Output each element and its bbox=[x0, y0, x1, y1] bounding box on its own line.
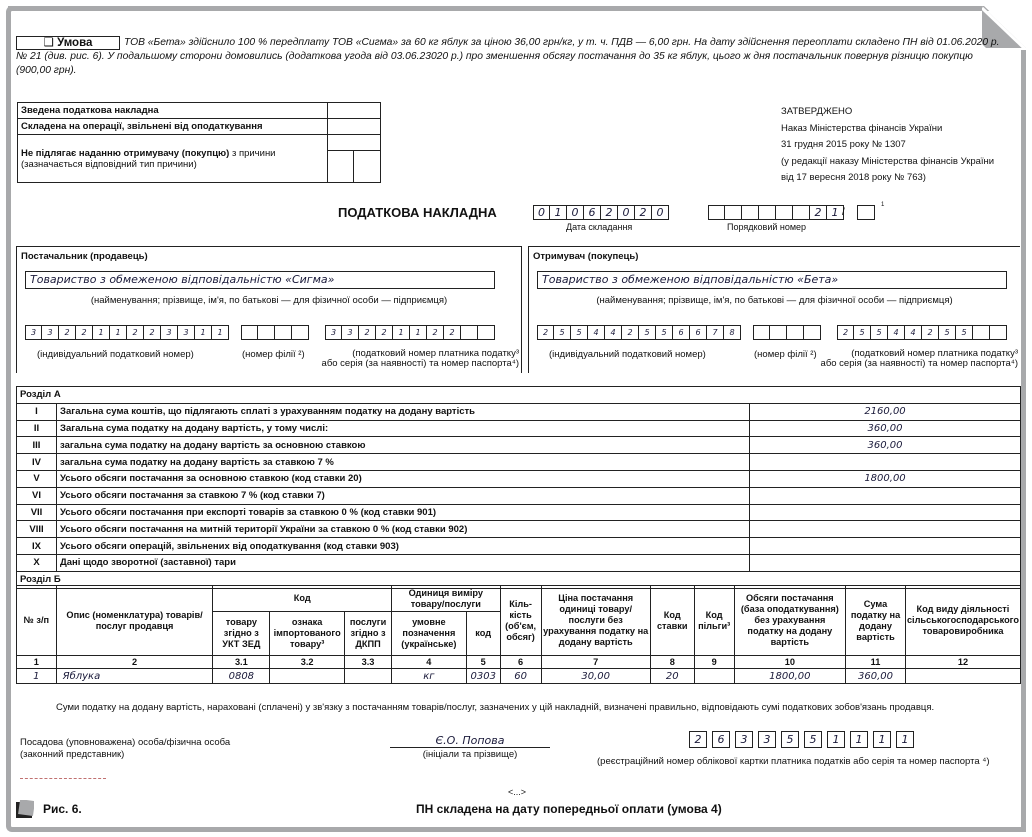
col-header-unit-code: код bbox=[466, 612, 500, 656]
not-provided-label-bold: Не підлягає наданню отримувачу (покупцю) bbox=[21, 147, 230, 159]
ipn-digit: 6 bbox=[673, 325, 690, 340]
branch-digit bbox=[275, 325, 292, 340]
col-number: 3.2 bbox=[270, 656, 345, 669]
reg-digit: 1 bbox=[827, 731, 845, 748]
ipn-digit: 1 bbox=[110, 325, 127, 340]
col-number: 7 bbox=[541, 656, 650, 669]
ipn-digit: 1 bbox=[93, 325, 110, 340]
cell-agri[interactable] bbox=[905, 669, 1020, 684]
buyer-branch-field[interactable] bbox=[753, 325, 821, 340]
payer-digit bbox=[973, 325, 990, 340]
section-b-table bbox=[16, 585, 1021, 684]
number-separator: / bbox=[842, 207, 845, 218]
date-digit: 6 bbox=[584, 205, 601, 220]
number-digit bbox=[793, 205, 810, 220]
ipn-digit: 6 bbox=[690, 325, 707, 340]
payer-digit: 1 bbox=[393, 325, 410, 340]
reg-digit: 5 bbox=[804, 731, 822, 748]
row-label: Усього обсяги постачання за основною ставкою (код ставки 20) bbox=[57, 470, 750, 487]
reg-digit: 2 bbox=[689, 731, 707, 748]
col-number: 12 bbox=[905, 656, 1020, 669]
payer-digit: 3 bbox=[325, 325, 342, 340]
seller-ipn-caption: (індивідуальний податковий номер) bbox=[37, 349, 194, 360]
payer-digit: 3 bbox=[342, 325, 359, 340]
ipn-digit: 1 bbox=[195, 325, 212, 340]
cell-vat[interactable]: 360,00 bbox=[846, 669, 906, 684]
payer-digit: 5 bbox=[956, 325, 973, 340]
number-digit bbox=[776, 205, 793, 220]
buyer-name-field[interactable]: Товариство з обмеженою відповідальністю «Бета» bbox=[537, 271, 1007, 289]
document-title: ПОДАТКОВА НАКЛАДНА bbox=[338, 205, 497, 220]
payer-digit: 1 bbox=[410, 325, 427, 340]
figure-icon bbox=[16, 800, 34, 818]
cell-benefit[interactable] bbox=[694, 669, 734, 684]
date-digit: 2 bbox=[601, 205, 618, 220]
date-digit: 0 bbox=[618, 205, 635, 220]
row-value[interactable] bbox=[750, 504, 1021, 521]
footnote-marker: 1 bbox=[881, 202, 885, 208]
reg-digit: 3 bbox=[735, 731, 753, 748]
reason-type-cell-1[interactable] bbox=[328, 151, 354, 183]
cell-dkpp[interactable] bbox=[345, 669, 392, 684]
reg-digit: 3 bbox=[758, 731, 776, 748]
number-extension-field[interactable] bbox=[857, 205, 875, 220]
reg-digit: 1 bbox=[850, 731, 868, 748]
not-provided-checkbox[interactable] bbox=[328, 135, 381, 151]
date-digit: 0 bbox=[567, 205, 584, 220]
cell-rate[interactable]: 20 bbox=[650, 669, 694, 684]
table-row bbox=[17, 403, 1021, 420]
col-header-qty: Кіль-кість (об'єм, обсяг) bbox=[500, 586, 541, 656]
seller-branch-field[interactable] bbox=[241, 325, 309, 340]
number-digit bbox=[759, 205, 776, 220]
section-a-title: Розділ А bbox=[17, 387, 1021, 404]
col-header-price: Ціна постачання одиниці товару/ послуги без урахування податку на додану вартість bbox=[541, 586, 650, 656]
payer-digit: 2 bbox=[359, 325, 376, 340]
serial-number-field[interactable] bbox=[708, 205, 844, 220]
registration-number-field[interactable] bbox=[689, 731, 914, 748]
col-number: 2 bbox=[56, 656, 213, 669]
col-header-unit-name: умовне позначення (українське) bbox=[391, 612, 466, 656]
registration-caption: (реєстраційний номер облікової картки платника податків або серія та номер паспорта ⁴) bbox=[597, 756, 990, 767]
table-row bbox=[17, 487, 1021, 504]
buyer-section bbox=[528, 246, 1020, 373]
table-row bbox=[17, 420, 1021, 437]
ipn-digit: 3 bbox=[25, 325, 42, 340]
col-number: 8 bbox=[650, 656, 694, 669]
ipn-digit: 3 bbox=[178, 325, 195, 340]
row-value[interactable] bbox=[750, 554, 1021, 571]
buyer-name-caption: (найменування; прізвище, ім'я, по батькові — для фізичної особи — підприємця) bbox=[596, 295, 953, 306]
col-header-vat: Сума податку на додану вартість bbox=[846, 586, 906, 656]
col-number: 6 bbox=[500, 656, 541, 669]
footnote-divider bbox=[20, 778, 106, 779]
ipn-digit: 2 bbox=[76, 325, 93, 340]
buyer-branch-caption: (номер філії ²) bbox=[754, 349, 817, 360]
col-header-no: № з/п bbox=[17, 586, 57, 656]
omitted-marker: <...> bbox=[508, 787, 527, 797]
col-header-code: Код bbox=[213, 586, 392, 612]
table-row bbox=[17, 504, 1021, 521]
table-row bbox=[17, 521, 1021, 538]
payer-digit: 5 bbox=[871, 325, 888, 340]
col-number: 5 bbox=[466, 656, 500, 669]
approval-block bbox=[781, 104, 994, 187]
payer-digit: 2 bbox=[444, 325, 461, 340]
seller-section bbox=[16, 246, 522, 373]
payer-digit: 2 bbox=[837, 325, 854, 340]
date-field[interactable] bbox=[533, 205, 669, 220]
col-number: 11 bbox=[846, 656, 906, 669]
number-digit bbox=[725, 205, 742, 220]
row-value[interactable] bbox=[750, 487, 1021, 504]
ipn-digit: 7 bbox=[707, 325, 724, 340]
table-row bbox=[17, 669, 1021, 684]
payer-caption-line: (податковий номер платника податку³ bbox=[352, 348, 519, 359]
col-header-uktzed: товару згідно з УКТ ЗЕД bbox=[213, 612, 270, 656]
row-value[interactable]: 360,00 bbox=[750, 437, 1021, 454]
buyer-ipn-field[interactable] bbox=[537, 325, 741, 340]
payer-digit: 2 bbox=[427, 325, 444, 340]
cell-price[interactable]: 30,00 bbox=[541, 669, 650, 684]
ipn-digit: 4 bbox=[588, 325, 605, 340]
serial-number-label: Порядковий номер bbox=[727, 222, 807, 232]
consolidated-invoice-label: Зведена податкова накладна bbox=[18, 103, 328, 119]
row-label: загальна сума податку на додану вартість за ставкою 7 % bbox=[57, 454, 750, 471]
ipn-digit: 1 bbox=[212, 325, 229, 340]
section-a-table bbox=[16, 386, 1021, 589]
invoice-type-table bbox=[17, 102, 381, 183]
cell-unit-code[interactable]: 0303 bbox=[466, 669, 500, 684]
row-value[interactable] bbox=[750, 454, 1021, 471]
col-header-base: Обсяги постачання (база оподаткування) без урахування податку на додану вартість bbox=[734, 586, 845, 656]
payer-caption-line: або серія (за наявності) та номер паспорта⁴) bbox=[321, 358, 519, 369]
seller-payer-number-field[interactable] bbox=[325, 325, 495, 340]
approval-line: (у редакції наказу Міністерства фінансів України bbox=[781, 155, 995, 167]
ipn-digit: 2 bbox=[144, 325, 161, 340]
ipn-digit: 5 bbox=[639, 325, 656, 340]
not-provided-label-sub: (зазначається відповідний тип причини) bbox=[21, 158, 197, 170]
cell-no[interactable]: 1 bbox=[17, 669, 57, 684]
figure-caption: ПН складена на дату попередньої оплати (умова 4) bbox=[416, 802, 722, 816]
signer-caption: (ініціали та прізвище) bbox=[422, 749, 518, 760]
signer-label-line: Посадова (уповноважена) особа/фізична особа bbox=[20, 737, 231, 748]
col-header-dkpp: послуги згідно з ДКПП bbox=[345, 612, 392, 656]
cell-uktzed[interactable]: 0808 bbox=[213, 669, 270, 684]
row-number: X bbox=[17, 554, 57, 571]
row-number: II bbox=[17, 420, 57, 437]
payer-digit bbox=[990, 325, 1007, 340]
branch-digit bbox=[258, 325, 275, 340]
reason-type-cell-2[interactable] bbox=[354, 151, 381, 183]
cell-qty[interactable]: 60 bbox=[500, 669, 541, 684]
approval-line: Наказ Міністерства фінансів України bbox=[781, 122, 943, 134]
ipn-digit: 2 bbox=[59, 325, 76, 340]
confirmation-statement: Суми податку на додану вартість, нараховані (сплачені) у зв'язку з постачанням товарів/послуг, зазначених у цій накладній, визначені правильно, відповідають сумі податкових зобов'язань продавця. bbox=[56, 702, 935, 713]
number-digit: 2 bbox=[810, 205, 827, 220]
row-label: загальна сума податку на додану вартість за основною ставкою bbox=[57, 437, 750, 454]
col-number: 9 bbox=[694, 656, 734, 669]
payer-digit: 5 bbox=[939, 325, 956, 340]
row-label: Загальна сума податку на додану вартість, у тому числі: bbox=[57, 420, 750, 437]
date-label: Дата складання bbox=[566, 222, 633, 232]
row-label: Дані щодо зворотної (заставної) тари bbox=[57, 554, 750, 571]
col-number: 3.1 bbox=[213, 656, 270, 669]
seller-name-field[interactable]: Товариство з обмеженою відповідальністю «Сигма» bbox=[25, 271, 495, 289]
row-label: Загальна сума коштів, що підлягають сплаті з урахуванням податку на додану вартість bbox=[57, 403, 750, 420]
ipn-digit: 8 bbox=[724, 325, 741, 340]
buyer-payer-number-field[interactable] bbox=[837, 325, 1007, 340]
not-provided-label-rest: з причини bbox=[229, 147, 276, 159]
signer-name-field[interactable]: Є.О. Попова bbox=[390, 734, 550, 748]
exempt-operations-label: Складена на операції, звільнені від оподаткування bbox=[18, 119, 328, 135]
seller-payer-caption bbox=[322, 349, 519, 369]
col-header-unit: Одиниця виміру товару/послуги bbox=[391, 586, 500, 612]
row-value[interactable]: 1800,00 bbox=[750, 470, 1021, 487]
row-value[interactable] bbox=[750, 521, 1021, 538]
row-number: I bbox=[17, 403, 57, 420]
buyer-payer-caption bbox=[821, 349, 1018, 369]
table-row bbox=[17, 554, 1021, 571]
col-header-desc: Опис (номенклатура) товарів/ послуг продавця bbox=[56, 586, 213, 656]
col-header-import: ознака імпортованого товару³ bbox=[270, 612, 345, 656]
branch-digit bbox=[787, 325, 804, 340]
col-header-benefit: Код пільги³ bbox=[694, 586, 734, 656]
cell-desc[interactable]: Яблука bbox=[56, 669, 213, 684]
date-digit: 0 bbox=[533, 205, 550, 220]
payer-digit: 4 bbox=[905, 325, 922, 340]
cell-import[interactable] bbox=[270, 669, 345, 684]
row-number: IX bbox=[17, 538, 57, 555]
date-digit: 2 bbox=[635, 205, 652, 220]
branch-digit bbox=[292, 325, 309, 340]
seller-heading: Постачальник (продавець) bbox=[21, 251, 148, 262]
row-number: IV bbox=[17, 454, 57, 471]
payer-digit: 5 bbox=[854, 325, 871, 340]
branch-digit bbox=[770, 325, 787, 340]
signer-label bbox=[20, 737, 230, 761]
approval-line: ЗАТВЕРДЖЕНО bbox=[781, 106, 853, 117]
payer-caption-line: або серія (за наявності) та номер паспорта⁴) bbox=[820, 358, 1018, 369]
table-row bbox=[17, 437, 1021, 454]
not-provided-label bbox=[18, 135, 328, 183]
exempt-operations-checkbox[interactable] bbox=[328, 119, 381, 135]
buyer-heading: Отримувач (покупець) bbox=[533, 251, 639, 262]
row-number: III bbox=[17, 437, 57, 454]
row-number: VIII bbox=[17, 521, 57, 538]
seller-ipn-field[interactable] bbox=[25, 325, 229, 340]
seller-name-caption: (найменування; прізвище, ім'я, по батькові — для фізичної особи — підприємця) bbox=[90, 295, 448, 306]
table-row bbox=[17, 454, 1021, 471]
row-number: V bbox=[17, 470, 57, 487]
date-digit: 0 bbox=[652, 205, 669, 220]
row-value[interactable]: 2160,00 bbox=[750, 403, 1021, 420]
row-value[interactable] bbox=[750, 538, 1021, 555]
col-number: 10 bbox=[734, 656, 845, 669]
row-number: VI bbox=[17, 487, 57, 504]
date-digit: 1 bbox=[550, 205, 567, 220]
signer-label-line: (законний представник) bbox=[20, 749, 125, 760]
payer-digit bbox=[461, 325, 478, 340]
number-digit bbox=[742, 205, 759, 220]
consolidated-invoice-checkbox[interactable] bbox=[328, 103, 381, 119]
col-number: 3.3 bbox=[345, 656, 392, 669]
section-b-title: Розділ Б bbox=[17, 571, 1021, 588]
reg-digit: 1 bbox=[896, 731, 914, 748]
branch-digit bbox=[753, 325, 770, 340]
reg-digit: 6 bbox=[712, 731, 730, 748]
ipn-digit: 5 bbox=[571, 325, 588, 340]
column-numbers-row bbox=[17, 656, 1021, 669]
figure-label: Рис. 6. bbox=[43, 802, 82, 816]
seller-branch-caption: (номер філії ²) bbox=[242, 349, 305, 360]
row-value[interactable]: 360,00 bbox=[750, 420, 1021, 437]
ipn-digit: 4 bbox=[605, 325, 622, 340]
row-label: Усього обсяги операцій, звільнених від оподаткування (код ставки 903) bbox=[57, 538, 750, 555]
number-digit: 1 bbox=[827, 205, 844, 220]
reg-digit: 1 bbox=[873, 731, 891, 748]
row-label: Усього обсяги постачання на митній території України за ставкою 0 % (код ставки 902) bbox=[57, 521, 750, 538]
approval-line: від 17 вересня 2018 року № 763) bbox=[781, 172, 926, 183]
col-number: 1 bbox=[17, 656, 57, 669]
table-row bbox=[17, 470, 1021, 487]
ipn-digit: 2 bbox=[537, 325, 554, 340]
reg-digit: 5 bbox=[781, 731, 799, 748]
buyer-ipn-caption: (індивідуальний податковий номер) bbox=[549, 349, 706, 360]
row-label: Усього обсяги постачання при експорті товарів за ставкою 0 % (код ставки 901) bbox=[57, 504, 750, 521]
row-number: VII bbox=[17, 504, 57, 521]
cell-base[interactable]: 1800,00 bbox=[734, 669, 845, 684]
col-header-agri: Код виду діяльності сільськогосподарського товаровиробника bbox=[905, 586, 1020, 656]
payer-digit: 4 bbox=[888, 325, 905, 340]
ipn-digit: 3 bbox=[42, 325, 59, 340]
payer-digit: 2 bbox=[922, 325, 939, 340]
ipn-digit: 3 bbox=[161, 325, 178, 340]
branch-digit bbox=[241, 325, 258, 340]
page-frame-top bbox=[8, 6, 993, 11]
col-number: 4 bbox=[391, 656, 466, 669]
branch-digit bbox=[804, 325, 821, 340]
ipn-digit: 2 bbox=[127, 325, 144, 340]
col-header-rate: Код ставки bbox=[650, 586, 694, 656]
payer-caption-line: (податковий номер платника податку³ bbox=[851, 348, 1018, 359]
approval-line: 31 грудня 2015 року № 1307 bbox=[781, 139, 906, 150]
payer-digit: 2 bbox=[376, 325, 393, 340]
ipn-digit: 5 bbox=[554, 325, 571, 340]
intro-paragraph bbox=[16, 36, 1006, 77]
intro-text: ТОВ «Бета» здійснило 100 % передплату ТОВ «Сигма» за 60 кг яблук за ціною 36,00 грн/кг, у т. ч. ПДВ — 6,00 грн. На дату здійснення переоплати складено ПН від 01.06.2020 р. № 21 (див. рис. 6). У подальшому сторони домовились (додаткова угода від 03.06.23020 р.) про зменшення обсягу постачання до 35 кг яблук, цього ж дня постачальник повернув різницю покупцю (900,00 грн). bbox=[16, 37, 1000, 76]
row-label: Усього обсяги постачання за ставкою 7 % (код ставки 7) bbox=[57, 487, 750, 504]
condition-badge: ❑ Умова bbox=[16, 36, 120, 50]
payer-digit bbox=[478, 325, 495, 340]
number-digit bbox=[708, 205, 725, 220]
table-row bbox=[17, 538, 1021, 555]
ipn-digit: 5 bbox=[656, 325, 673, 340]
page-frame-right bbox=[1021, 48, 1026, 832]
ipn-digit: 2 bbox=[622, 325, 639, 340]
cell-unit-name[interactable]: кг bbox=[391, 669, 466, 684]
